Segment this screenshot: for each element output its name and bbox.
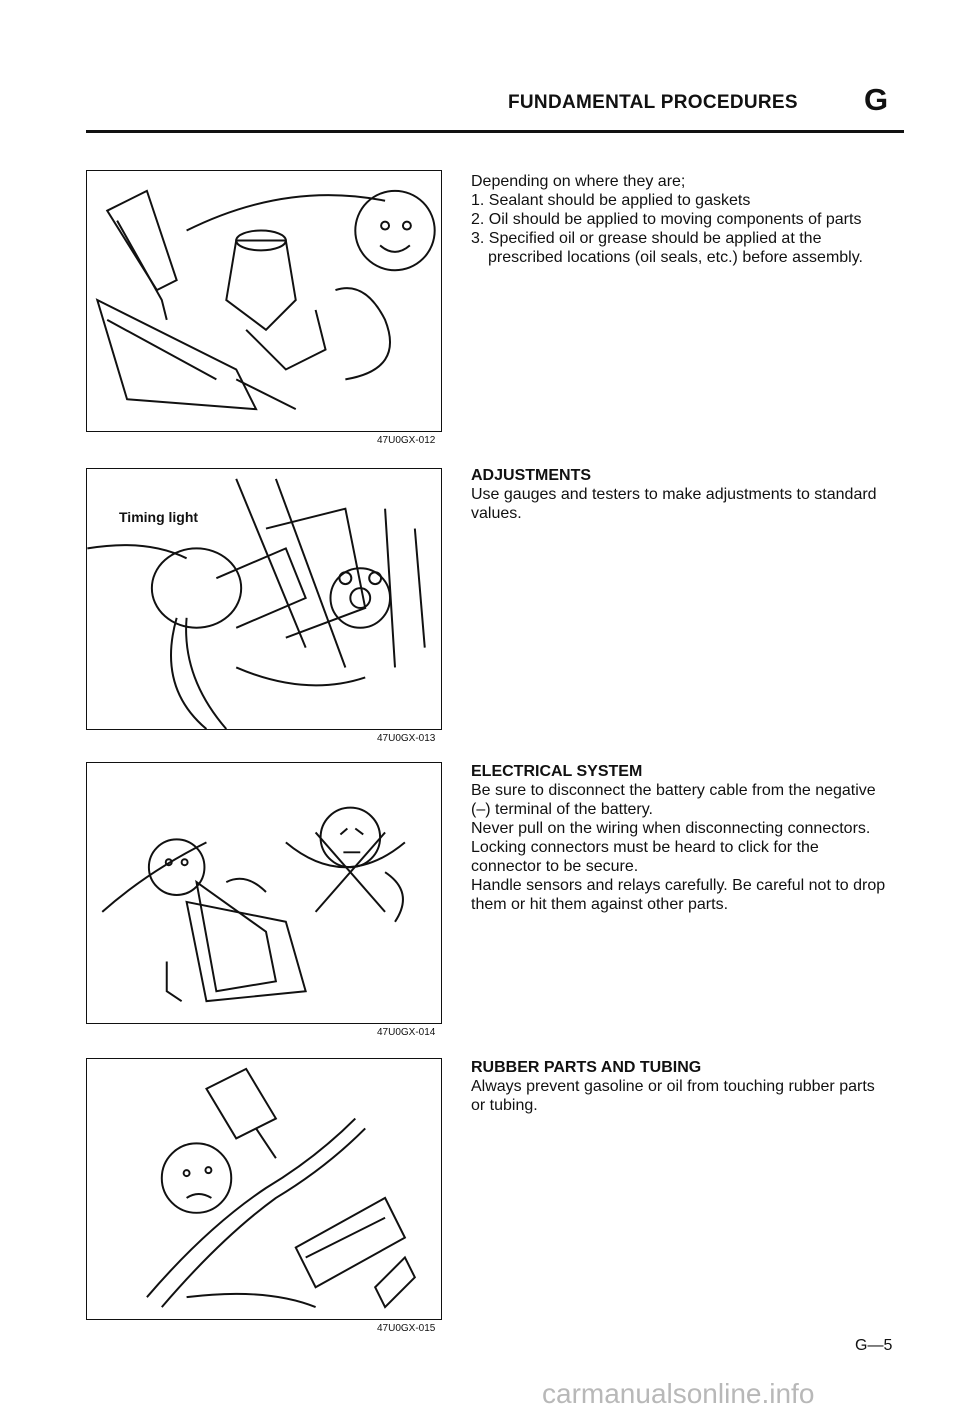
- page-number: G—5: [855, 1337, 893, 1354]
- header-rule: [86, 130, 904, 133]
- list-item: 2. Oil should be applied to moving components of parts: [471, 211, 862, 228]
- electrical-paragraph: Never pull on the wiring when disconnecting connectors.: [471, 820, 871, 837]
- rubber-body: Always prevent gasoline or oil from touching rubber parts or tubing.: [471, 1078, 875, 1114]
- electrical-paragraph: Be sure to disconnect the battery cable from the negative (–) terminal of the battery.: [471, 782, 876, 818]
- page-header-title: FUNDAMENTAL PROCEDURES: [508, 92, 798, 113]
- intro-list: [471, 191, 891, 267]
- section-letter: G: [864, 82, 889, 117]
- figure-timing-light-illustration: [86, 468, 442, 730]
- intro-section: [471, 172, 891, 267]
- rubber-section: [471, 1058, 891, 1115]
- figure-code: 47U0GX-015: [377, 1323, 436, 1334]
- electrical-paragraph: Locking connectors must be heard to click for the connector to be secure.: [471, 839, 819, 875]
- figure-code: 47U0GX-013: [377, 733, 436, 744]
- figure-rubber-tubing-illustration: [86, 1058, 442, 1320]
- section-heading-electrical: ELECTRICAL SYSTEM: [471, 763, 643, 780]
- figure-code: 47U0GX-014: [377, 1027, 436, 1038]
- figure-label-timing-light: Timing light: [119, 509, 199, 525]
- list-item: 1. Sealant should be applied to gaskets: [471, 192, 751, 209]
- electrical-paragraph: Handle sensors and relays carefully. Be careful not to drop them or hit them against other parts.: [471, 877, 886, 913]
- adjustments-body: Use gauges and testers to make adjustments to standard values.: [471, 486, 877, 522]
- figure-battery-connector-illustration: [86, 762, 442, 1024]
- section-heading-rubber: RUBBER PARTS AND TUBING: [471, 1059, 702, 1076]
- section-heading-adjustments: ADJUSTMENTS: [471, 467, 592, 484]
- intro-lead: Depending on where they are;: [471, 173, 686, 190]
- electrical-section: [471, 762, 891, 914]
- list-item: 3. Specified oil or grease should be applied at the prescribed locations (oil seals, etc.) before assembly.: [471, 230, 863, 266]
- figure-code: 47U0GX-012: [377, 435, 436, 446]
- figure-sealant-oil-illustration: [86, 170, 442, 432]
- adjustments-section: [471, 466, 891, 523]
- watermark: carmanualsonline.info: [542, 1378, 815, 1409]
